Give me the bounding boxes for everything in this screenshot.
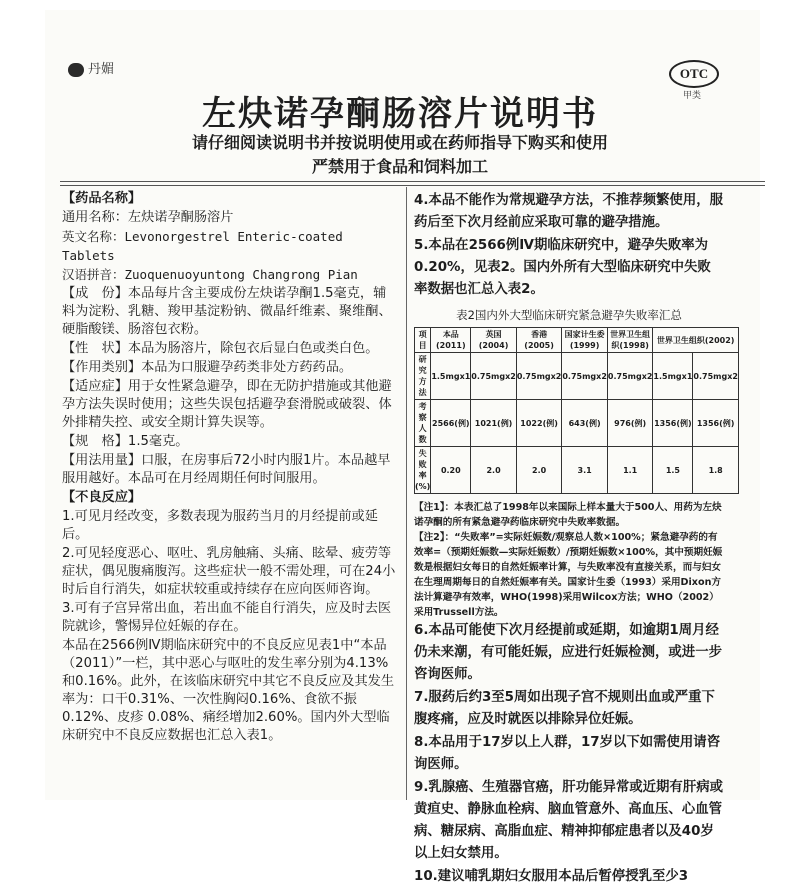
properties: 【性 状】本品为肠溶片，除包衣后显白色或类白色。: [62, 341, 379, 356]
brand-name: 丹媚: [88, 62, 115, 77]
table-cell: 0.75mgx2: [516, 353, 562, 400]
table-row: [415, 400, 739, 447]
precaution-item: 7.服药后约3至5周如出现子宫不规则出血或严重下腹疼痛，应及时就医以排除异位妊娠。: [414, 690, 715, 727]
table-cell: 考察人数: [415, 400, 431, 447]
table-cell: 0.75mgx2: [471, 353, 517, 400]
table-cell: 2.0: [516, 447, 562, 494]
table-cell: 1.1: [607, 447, 653, 494]
table-row: [415, 353, 739, 400]
table-cell: 2566(例): [431, 400, 471, 447]
brand-logo-icon: [68, 63, 84, 77]
otc-badge: OTC: [669, 60, 719, 88]
specification: 【规 格】1.5毫克。: [62, 434, 189, 449]
failure-rate-table: [414, 327, 739, 494]
table-cell: 1.8: [693, 447, 739, 494]
precaution-item: 10.建议哺乳期妇女服用本品后暂停授乳至少3: [414, 869, 689, 884]
adverse-summary: 本品在2566例Ⅳ期临床研究中的不良反应见表1中“本品（2011）”一栏，其中恶心与呕吐的发生率分别为4.13%和0.16%。此外，在该临床研究中其它不良反应及其发生率为：口干0.31%、一次性胸闷0.16%、食欲不振0.12%、皮疹 0.08%、痛经增加2.60%。国内外大型临床研究中不良反应数据也汇总入表1。: [62, 638, 395, 743]
generic-name: 通用名称：左炔诺孕酮肠溶片: [62, 210, 234, 225]
precaution-item: 8.本品用于17岁以上人群，17岁以下如需使用请咨询医师。: [414, 735, 721, 772]
english-name: 英文名称：Levonorgestrel Enteric-coated: [62, 229, 343, 244]
top-divider-inner: [60, 185, 765, 186]
left-column: [62, 190, 396, 746]
document-title: 左炔诺孕酮肠溶片说明书: [202, 94, 598, 134]
table-row: [415, 447, 739, 494]
table-cell: 1356(例): [693, 400, 739, 447]
table-cell: 1.5mgx1: [431, 353, 471, 400]
subtitle-instructions: 请仔细阅读说明书并按说明使用或在药师指导下购买和使用: [191, 133, 608, 152]
table-cell: 1022(例): [516, 400, 562, 447]
table-cell: 976(例): [607, 400, 653, 447]
composition: 【成 份】本品每片含主要成份左炔诺孕酮1.5毫克，辅料为淀粉、乳糖、羧甲基淀粉钠、微晶纤维素、聚维酮、硬脂酸镁、肠溶包衣粉。: [62, 286, 392, 337]
adverse-header: 【不良反应】: [62, 490, 142, 505]
table-header-cell: 英国(2004): [471, 328, 517, 353]
table-header-cell: 项目: [415, 328, 431, 353]
table-header-cell: 世界卫生组织(1998): [607, 328, 653, 353]
table-cell: 0.20: [431, 447, 471, 494]
table-cell: 643(例): [562, 400, 608, 447]
table-header-cell: 世界卫生组织(2002): [653, 328, 739, 353]
table-cell: 3.1: [562, 447, 608, 494]
pinyin-name: 汉语拼音：Zuoquenuoyuntong Changrong Pian: [62, 267, 358, 282]
precaution-item: 6.本品可能使下次月经提前或延期，如逾期1周月经仍未来潮，有可能妊娠，应进行妊娠检测，或进一步咨询医师。: [414, 623, 722, 682]
adverse-item: 3.可有子宫异常出血，若出血不能自行消失，应及时去医院就诊，警惕异位妊娠的存在。: [62, 601, 392, 634]
indication: 【适应症】用于女性紧急避孕，即在无防护措施或其他避孕方法失误时使用；这些失误包括避孕套滑脱或破裂、体外排精失控、或安全期计算失误等。: [62, 379, 392, 430]
category: 【作用类别】本品为口服避孕药类非处方药药品。: [62, 360, 353, 375]
name-header: 【药品名称】: [62, 191, 142, 206]
table-cell: 研究方法: [415, 353, 431, 400]
top-divider: [60, 181, 765, 182]
table-cell: 0.75mgx2: [607, 353, 653, 400]
precaution-item: 5.本品在2566例Ⅳ期临床研究中，避孕失败率为0.20%，见表2。国内外所有大型临床研究中失败率数据也汇总入表2。: [414, 238, 711, 297]
table-cell: 1021(例): [471, 400, 517, 447]
table-header-cell: 国家计生委(1999): [562, 328, 608, 353]
table-cell: 1.5: [653, 447, 693, 494]
adverse-item: 2.可见轻度恶心、呕吐、乳房触痛、头痛、眩晕、疲劳等症状，偶见腹痛腹泻。这些症状一般不需处理，可在24小时后自行消失，如症状较重或持续存在应向医师咨询。: [62, 546, 396, 597]
table-cell: 0.75mgx2: [562, 353, 608, 400]
table-cell: 失败率(%): [415, 447, 431, 494]
precaution-item: 4.本品不能作为常规避孕方法，不推荐频繁使用，服药后至下次月经前应采取可靠的避孕措施。: [414, 193, 723, 230]
table-header-cell: 香港(2005): [516, 328, 562, 353]
table-note: 【注1】：本表汇总了1998年以来国际上样本量大于500人、用药为左炔诺孕酮的所有紧急避孕药临床研究中失败率数据。: [414, 502, 722, 528]
right-column: [414, 190, 738, 889]
table-cell: 2.0: [471, 447, 517, 494]
table-cell: 1356(例): [653, 400, 693, 447]
table-cell: 1.5mgx1: [653, 353, 693, 400]
table-header-row: [415, 328, 739, 353]
column-divider: [406, 187, 407, 800]
table-note: 【注2】：“失败率”=实际妊娠数/观察总人数×100%；紧急避孕药的有效率=（预期妊娠数—实际妊娠数）/预期妊娠数×100%，其中预期妊娠数是根据妇女每日的自然妊娠率计算，与失败率没有直接关系，而与妇女在生理周期每日的自然妊娠率有关。国家计生委（1993）采用Dixon方法计算避孕有效率，WHO(1998)采用Wilcox方法；WHO（2002）采用Trussell方法。: [414, 532, 723, 618]
adverse-item: 1.可见月经改变，多数表现为服药当月的月经提前或延后。: [62, 509, 378, 542]
table-caption: 表2国内外大型临床研究紧急避孕失败率汇总: [456, 308, 682, 322]
otc-category: 甲类: [683, 91, 702, 101]
brand: [68, 58, 114, 77]
english-name-cont: Tablets: [62, 248, 115, 263]
usage: 【用法用量】口服，在房事后72小时内服1片。本品越早服用越好。本品可在月经周期任何时间服用。: [62, 453, 391, 486]
precaution-item: 9.乳腺癌、生殖器官癌，肝功能异常或近期有肝病或黄疸史、静脉血栓病、脑血管意外、高血压、心血管病、糖尿病、高脂血症、精神抑郁症患者以及40岁以上妇女禁用。: [414, 780, 723, 861]
table-cell: 0.75mgx2: [693, 353, 739, 400]
subtitle-warning: 严禁用于食品和饲料加工: [311, 157, 488, 176]
table-header-cell: 本品(2011): [431, 328, 471, 353]
